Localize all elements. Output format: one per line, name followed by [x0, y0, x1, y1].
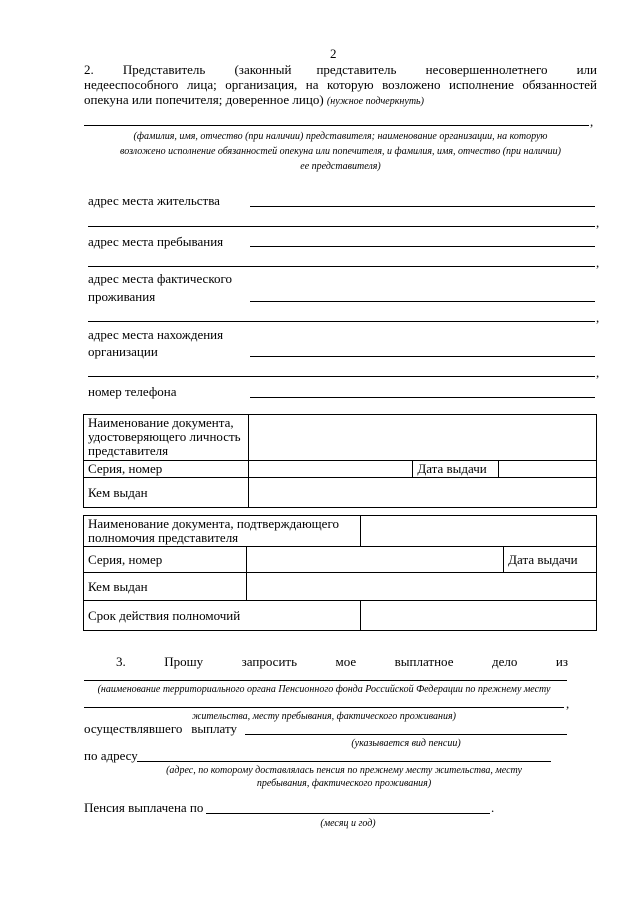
- identity-issue-date-label: Дата выдачи: [413, 461, 499, 478]
- authority-series-label: Серия, номер: [84, 547, 247, 573]
- caption-representative-1: (фамилия, имя, отчество (при наличии) представителя; наименование организации, на которую: [133, 131, 548, 142]
- comma: ,: [596, 215, 600, 230]
- authority-doc-name-label: Наименование документа, подтверждающего полномочия представителя: [84, 516, 361, 547]
- identity-issue-date-field[interactable]: [499, 461, 597, 478]
- addr-actual-label-2: проживания: [88, 289, 156, 304]
- addr-residence-line-2[interactable]: [88, 226, 595, 227]
- s3-word-4: мое: [335, 654, 357, 669]
- authority-issued-by-field[interactable]: [247, 573, 597, 601]
- phone-label: номер телефона: [88, 384, 177, 399]
- addr-stay-line[interactable]: [250, 246, 595, 247]
- authority-validity-label: Срок действия полномочий: [84, 601, 361, 631]
- section2-line1: 2. Представитель (законный представитель несовершеннолетнего или: [84, 62, 597, 77]
- identity-issued-by-label: Кем выдан: [84, 478, 249, 508]
- performing-word-1: осуществлявшего: [84, 721, 183, 736]
- representative-name-line[interactable]: [84, 125, 589, 126]
- caption-authority-2: жительства, месту пребывания, фактического проживания): [192, 711, 456, 722]
- identity-document-table: [83, 414, 597, 508]
- identity-series-field[interactable]: [248, 461, 413, 478]
- comma: ,: [596, 365, 600, 380]
- s3-word-7: из: [555, 654, 568, 669]
- phone-line[interactable]: [250, 397, 595, 398]
- caption-representative-2: возложено исполнение обязанностей опекуна или попечителя, и фамилия, имя, отчество (при наличии): [120, 146, 561, 157]
- section2-line3-text: опекуна или попечителя; доверенное лицо): [84, 92, 324, 107]
- addr-residence-label: адрес места жительства: [88, 193, 220, 208]
- identity-doc-name-label: Наименование документа, удостоверяющего личность представителя: [84, 415, 249, 461]
- authority-validity-field[interactable]: [361, 601, 597, 631]
- caption-representative-3: ее представителя): [300, 161, 381, 172]
- page-number: 2: [330, 46, 337, 61]
- address-line[interactable]: [137, 761, 551, 762]
- comma: ,: [566, 696, 570, 711]
- section2-line2: недееспособного лица; организация, на которую возложено исполнение обязанностей: [84, 77, 597, 92]
- authority-document-table: [83, 515, 597, 631]
- identity-issued-by-field[interactable]: [248, 478, 596, 508]
- addr-stay-label: адрес места пребывания: [88, 234, 224, 249]
- performing-word-2: выплату: [191, 721, 237, 736]
- paid-until-label: Пенсия выплачена по: [84, 800, 204, 815]
- address-label: по адресу: [84, 748, 138, 763]
- caption-address-1: (адрес, по которому доставлялась пенсия по прежнему месту жительства, месту: [166, 765, 522, 776]
- addr-org-label-1: адрес места нахождения: [88, 327, 224, 342]
- addr-org-label-2: организации: [88, 344, 158, 359]
- addr-org-line-2[interactable]: [88, 376, 595, 377]
- s3-word-5: выплатное: [394, 654, 454, 669]
- comma: ,: [596, 310, 600, 325]
- pension-authority-line[interactable]: [84, 680, 567, 681]
- addr-actual-line-2[interactable]: [88, 321, 595, 322]
- s3-word-1: 3.: [116, 654, 126, 669]
- identity-series-label: Серия, номер: [84, 461, 249, 478]
- authority-issue-date-label: Дата выдачи: [504, 547, 597, 573]
- period: .: [491, 800, 495, 815]
- comma: ,: [590, 114, 594, 129]
- addr-org-line[interactable]: [250, 356, 595, 357]
- s3-word-2: Прошу: [164, 654, 204, 669]
- authority-issued-by-label: Кем выдан: [84, 573, 247, 601]
- addr-actual-line[interactable]: [250, 301, 595, 302]
- pension-type-line[interactable]: [245, 734, 567, 735]
- addr-residence-line[interactable]: [250, 206, 595, 207]
- paid-until-line[interactable]: [206, 813, 490, 814]
- caption-address-2: пребывания, фактического проживания): [256, 778, 432, 789]
- s3-word-3: запросить: [241, 654, 298, 669]
- identity-doc-name-field[interactable]: [248, 415, 596, 461]
- underline-note: (нужное подчеркнуть): [326, 96, 424, 107]
- s3-word-6: дело: [492, 654, 518, 669]
- addr-stay-line-2[interactable]: [88, 266, 595, 267]
- authority-series-field[interactable]: [247, 547, 504, 573]
- caption-month-year: (месяц и год): [320, 818, 376, 829]
- section2-line3: [84, 92, 424, 108]
- authority-doc-name-field[interactable]: [361, 516, 597, 547]
- performing-payment-label: [84, 721, 237, 737]
- section3-line1: [116, 654, 568, 670]
- caption-pension-type: (указывается вид пенсии): [351, 738, 461, 749]
- pension-authority-line-2[interactable]: [84, 707, 564, 708]
- addr-actual-label-1: адрес места фактического: [88, 271, 232, 286]
- comma: ,: [596, 255, 600, 270]
- caption-authority-1: (наименование территориального органа Пенсионного фонда Российской Федерации по прежнему месту: [97, 684, 551, 695]
